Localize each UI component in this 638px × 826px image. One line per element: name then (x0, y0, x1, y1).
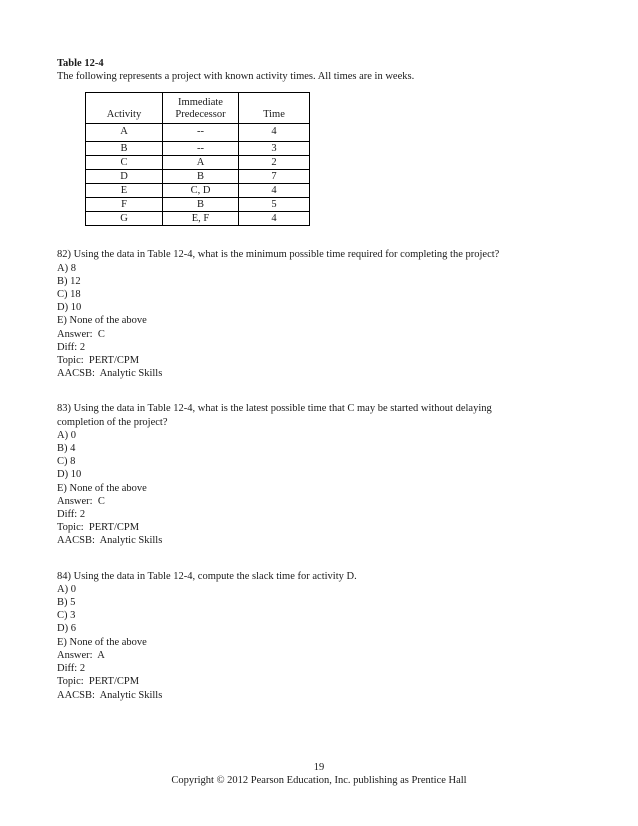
answer-option: A) 0 (57, 429, 76, 441)
cell-predecessor: -- (163, 124, 239, 142)
cell-time: 7 (239, 170, 310, 184)
aacsb-tag: AACSB: Analytic Skills (57, 368, 163, 380)
header-predecessor-line2: Predecessor (175, 109, 226, 121)
questions-section (57, 248, 577, 701)
answer-option: E) None of the above (57, 482, 147, 494)
cell-time: 3 (239, 142, 310, 156)
table-row (86, 124, 310, 142)
cell-activity: C (86, 156, 163, 170)
cell-predecessor: B (163, 170, 239, 184)
answer-option: E) None of the above (57, 636, 147, 648)
table-row (86, 198, 310, 212)
topic: Topic: PERT/CPM (57, 355, 140, 367)
answer-option: A) 8 (57, 262, 76, 274)
difficulty: Diff: 2 (57, 341, 86, 353)
header-predecessor-line1: Immediate (178, 97, 223, 109)
table-title: Table 12-4 (57, 58, 104, 69)
answer-option: D) 10 (57, 302, 82, 314)
answer-option: A) 0 (57, 583, 76, 595)
answer-option: B) 5 (57, 597, 76, 609)
cell-predecessor: B (163, 198, 239, 212)
table-row (86, 142, 310, 156)
table-intro: The following represents a project with known activity times. All times are in weeks. (57, 71, 415, 83)
question-block (57, 248, 577, 380)
question-stem: completion of the project? (57, 416, 168, 428)
difficulty: Diff: 2 (57, 509, 86, 521)
aacsb-tag: AACSB: Analytic Skills (57, 689, 163, 701)
cell-activity: G (86, 212, 163, 226)
answer-option: D) 6 (57, 623, 76, 635)
question-block (57, 402, 577, 547)
page-number: 19 (313, 762, 325, 773)
table-row (86, 170, 310, 184)
cell-activity: A (86, 124, 163, 142)
cell-time: 4 (239, 124, 310, 142)
cell-activity: E (86, 184, 163, 198)
table-row (86, 156, 310, 170)
cell-predecessor: A (163, 156, 239, 170)
answer-key: Answer: C (57, 328, 105, 340)
cell-activity: D (86, 170, 163, 184)
question-stem: 84) Using the data in Table 12-4, compute the slack time for activity D. (57, 570, 357, 582)
answer-key: Answer: C (57, 495, 105, 507)
answer-option: C) 3 (57, 610, 76, 622)
answer-option: B) 12 (57, 275, 81, 287)
cell-time: 4 (239, 184, 310, 198)
cell-time: 5 (239, 198, 310, 212)
cell-activity: B (86, 142, 163, 156)
answer-option: D) 10 (57, 469, 82, 481)
aacsb-tag: AACSB: Analytic Skills (57, 535, 163, 547)
table-body (86, 124, 310, 226)
page-content (57, 57, 577, 702)
cell-time: 4 (239, 212, 310, 226)
answer-key: Answer: A (57, 649, 105, 661)
cell-predecessor: E, F (163, 212, 239, 226)
answer-option: C) 8 (57, 456, 76, 468)
header-predecessor (163, 93, 239, 124)
activity-table (85, 92, 310, 226)
cell-predecessor: -- (163, 142, 239, 156)
answer-option: B) 4 (57, 443, 76, 455)
header-time: Time (239, 93, 310, 124)
header-activity: Activity (86, 93, 163, 124)
cell-predecessor: C, D (163, 184, 239, 198)
answer-option: C) 18 (57, 289, 81, 301)
table-header-row (86, 93, 310, 124)
copyright-notice: Copyright © 2012 Pearson Education, Inc. publishing as Prentice Hall (171, 775, 467, 786)
topic: Topic: PERT/CPM (57, 676, 140, 688)
answer-option: E) None of the above (57, 315, 147, 327)
question-block (57, 570, 577, 702)
table-row (86, 212, 310, 226)
cell-activity: F (86, 198, 163, 212)
cell-time: 2 (239, 156, 310, 170)
topic: Topic: PERT/CPM (57, 522, 140, 534)
difficulty: Diff: 2 (57, 663, 86, 675)
question-stem: 82) Using the data in Table 12-4, what is the minimum possible time required for completing the project? (57, 249, 500, 261)
table-row (86, 184, 310, 198)
question-stem: 83) Using the data in Table 12-4, what is the latest possible time that C may be started without delaying (57, 403, 492, 415)
